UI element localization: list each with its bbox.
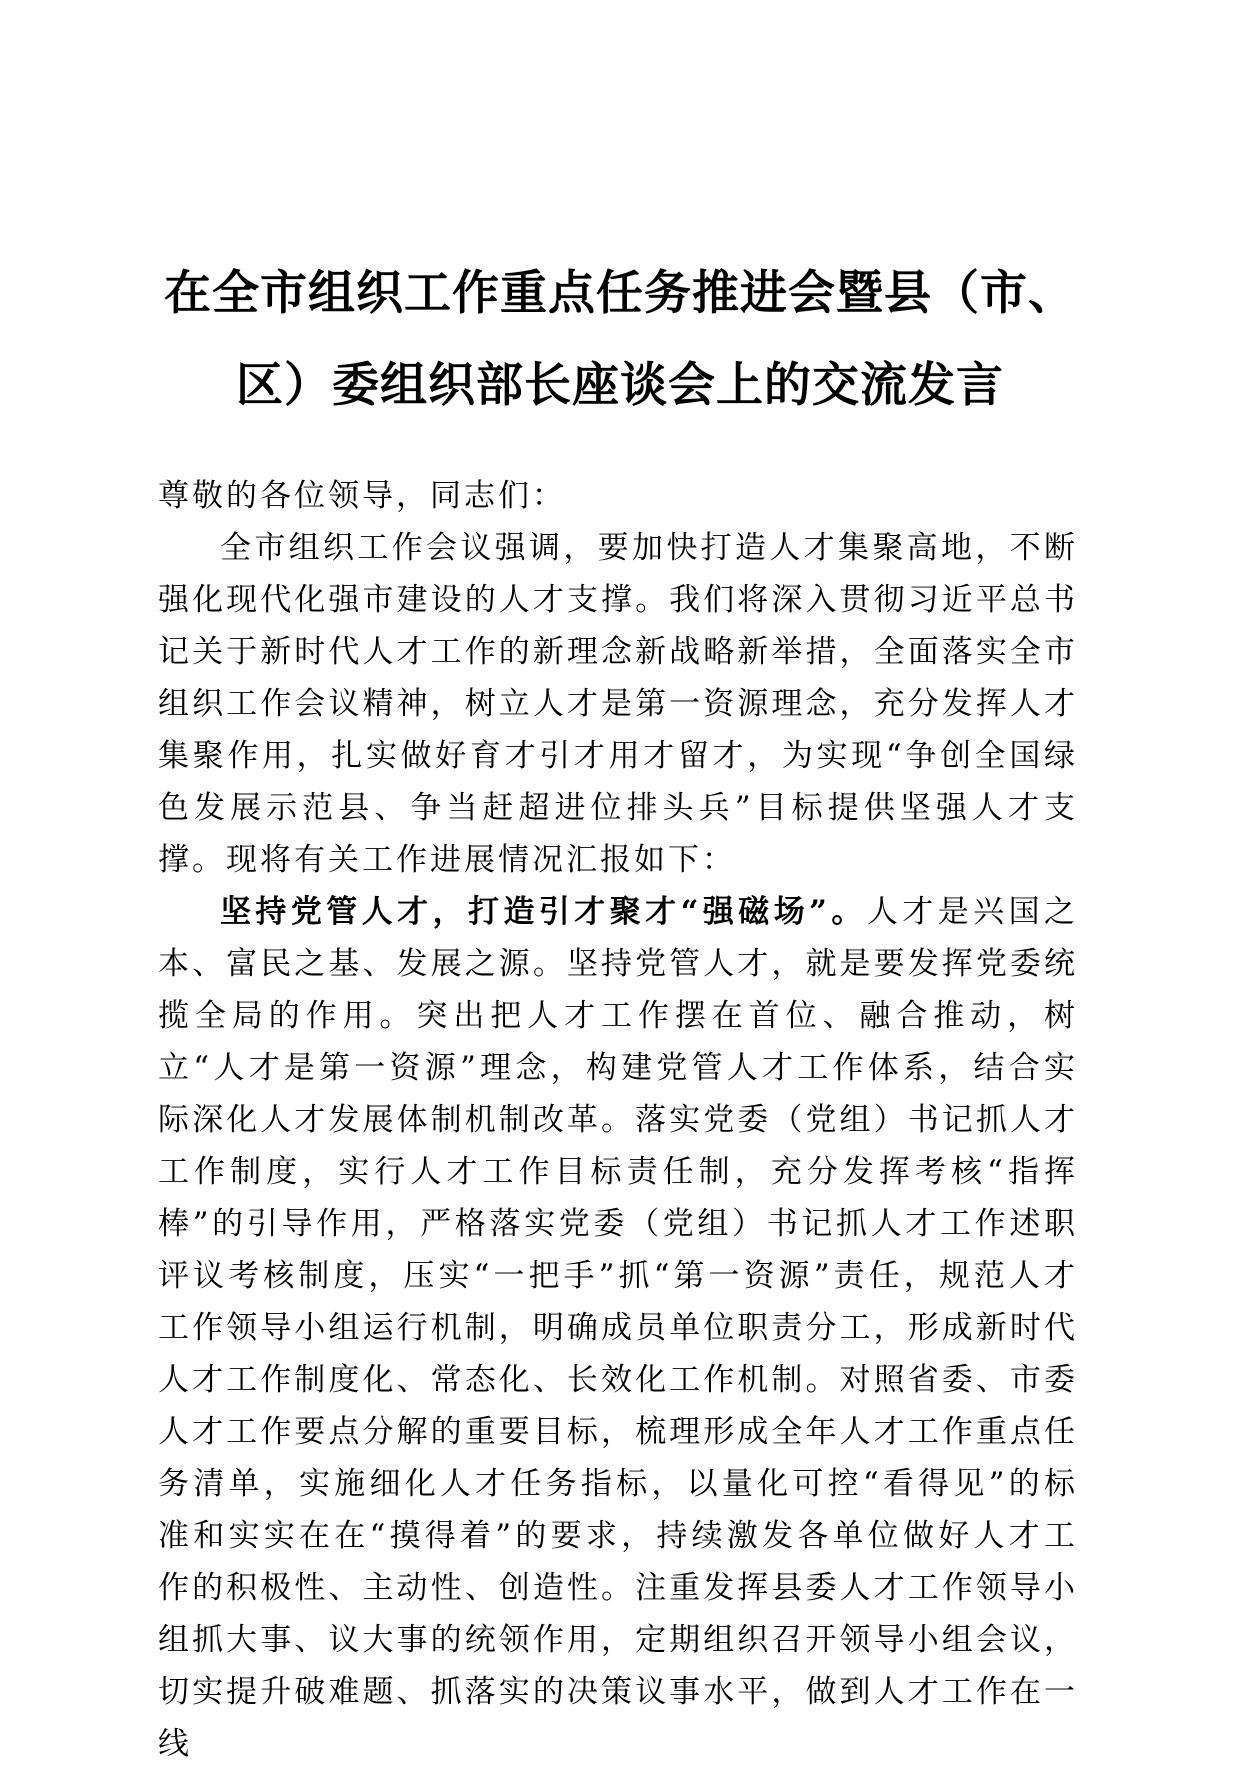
section-1-heading: 坚持党管人才，打造引才聚才“强磁场”。 (220, 894, 867, 930)
document-title (150, 248, 1090, 432)
title-line-2: 区）委组织部长座谈会上的交流发言 (236, 358, 1004, 413)
salutation: 尊敬的各位领导，同志们： (158, 478, 566, 514)
document-body (158, 470, 1078, 1770)
intro-paragraph: 全市组织工作会议强调，要加快打造人才集聚高地，不断强化现代化强市建设的人才支撑。我们将深入贯彻习近平总书记关于新时代人才工作的新理念新战略新举措，全面落实全市组织工作会议精神，树立人才是第一资源理念，充分发挥人才集聚作用，扎实做好育才引才用才留才，为实现“争创全国绿色发展示范县、争当赶超进位排头兵”目标提供坚强人才支撑。现将有关工作进展情况汇报如下： (158, 530, 1078, 878)
section-1-paragraph (158, 886, 1078, 1770)
title-line-1: 在全市组织工作重点任务推进会暨县（市、 (164, 266, 1076, 321)
section-1-body: 人才是兴国之本、富民之基、发展之源。坚持党管人才，就是要发挥党委统揽全局的作用。突出把人才工作摆在首位、融合推动，树立“人才是第一资源”理念，构建党管人才工作体系，结合实际深化人才发展体制机制改革。落实党委（党组）书记抓人才工作制度，实行人才工作目标责任制，充分发挥考核“指挥棒”的引导作用，严格落实党委（党组）书记抓人才工作述职评议考核制度，压实“一把手”抓“第一资源”责任，规范人才工作领导小组运行机制，明确成员单位职责分工，形成新时代人才工作制度化、常态化、长效化工作机制。对照省委、市委人才工作要点分解的重要目标，梳理形成全年人才工作重点任务清单，实施细化人才任务指标，以量化可控“看得见”的标准和实实在在“摸得着”的要求，持续激发各单位做好人才工作的积极性、主动性、创造性。注重发挥县委人才工作领导小组抓大事、议大事的统领作用，定期组织召开领导小组会议，切实提升破难题、抓落实的决策议事水平，做到人才工作在一线 (158, 894, 1078, 1762)
